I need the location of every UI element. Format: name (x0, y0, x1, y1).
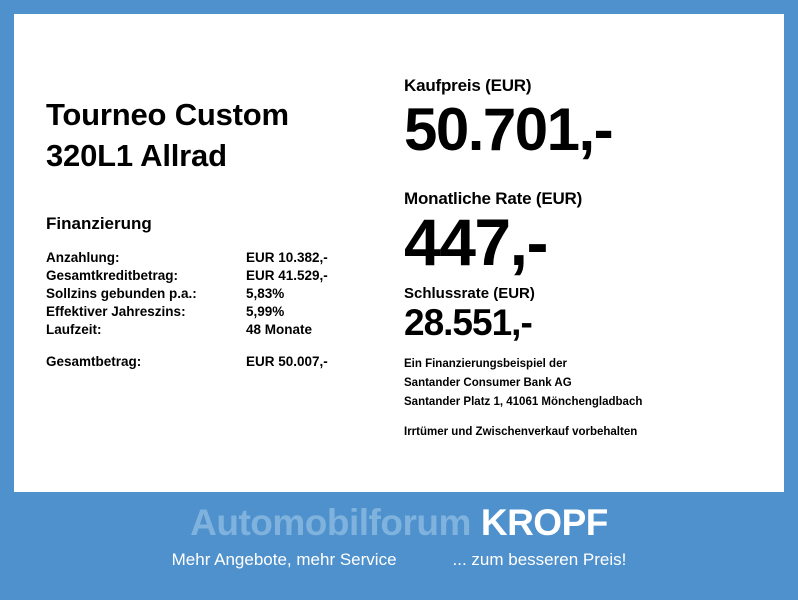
financing-value: EUR 41.529,- (246, 268, 328, 284)
vehicle-title-line2: 320L1 Allrad (46, 138, 227, 174)
table-spacer-row (46, 340, 328, 354)
footer-tagline (0, 550, 798, 570)
footer-banner (0, 492, 798, 600)
table-row (46, 268, 328, 286)
white-content-card (14, 14, 784, 492)
financing-label: Anzahlung: (46, 250, 120, 266)
table-row (46, 250, 328, 268)
vehicle-and-financing-column (46, 94, 386, 372)
financing-value: 5,83% (246, 286, 285, 302)
financing-value: EUR 10.382,- (246, 250, 328, 266)
financing-value: 5,99% (246, 304, 285, 320)
brand-name-part1: Automobilforum (190, 502, 471, 543)
purchase-price-value: 50.701,- (404, 96, 613, 163)
disclaimer-line-2: Santander Consumer Bank AG (404, 377, 572, 390)
disclaimer-line-4: Irrtümer und Zwischenverkauf vorbehalten (404, 426, 638, 439)
final-rate-block (404, 285, 754, 344)
disclaimer-gap (404, 411, 754, 423)
monthly-rate-value: 447,- (404, 204, 547, 279)
monthly-rate-label: Monatliche Rate (EUR) (404, 188, 583, 208)
financing-total-label: Gesamtbetrag: (46, 354, 142, 370)
page-title (46, 94, 386, 176)
financing-label: Gesamtkreditbetrag: (46, 268, 179, 284)
table-row (46, 304, 328, 322)
brand-logo (0, 502, 798, 544)
table-row (46, 286, 328, 304)
financing-value: 48 Monate (246, 322, 313, 338)
disclaimer-text (404, 355, 754, 442)
monthly-rate-block (404, 188, 754, 279)
purchase-price-label: Kaufpreis (EUR) (404, 76, 532, 95)
purchase-price-block (404, 76, 754, 163)
brand-name-part2: KROPF (480, 502, 608, 543)
financing-label: Sollzins gebunden p.a.: (46, 286, 197, 302)
disclaimer-line-3: Santander Platz 1, 41061 Mönchengladbach (404, 395, 643, 408)
financing-total-value: EUR 50.007,- (246, 354, 328, 370)
financing-label: Laufzeit: (46, 322, 102, 338)
footer-tagline-left: Mehr Angebote, mehr Service (171, 550, 397, 569)
financing-label: Effektiver Jahreszins: (46, 304, 186, 320)
table-row-total (46, 354, 328, 372)
disclaimer-line-1: Ein Finanzierungsbeispiel der (404, 358, 567, 371)
financing-heading: Finanzierung (46, 214, 152, 234)
table-row (46, 322, 328, 340)
footer-tagline-right: ... zum besseren Preis! (452, 550, 627, 569)
final-rate-label: Schlussrate (EUR) (404, 284, 535, 302)
final-rate-value: 28.551,- (404, 301, 532, 343)
financing-table (46, 250, 328, 372)
vehicle-title-line1: Tourneo Custom (46, 97, 289, 132)
price-column (404, 76, 754, 442)
